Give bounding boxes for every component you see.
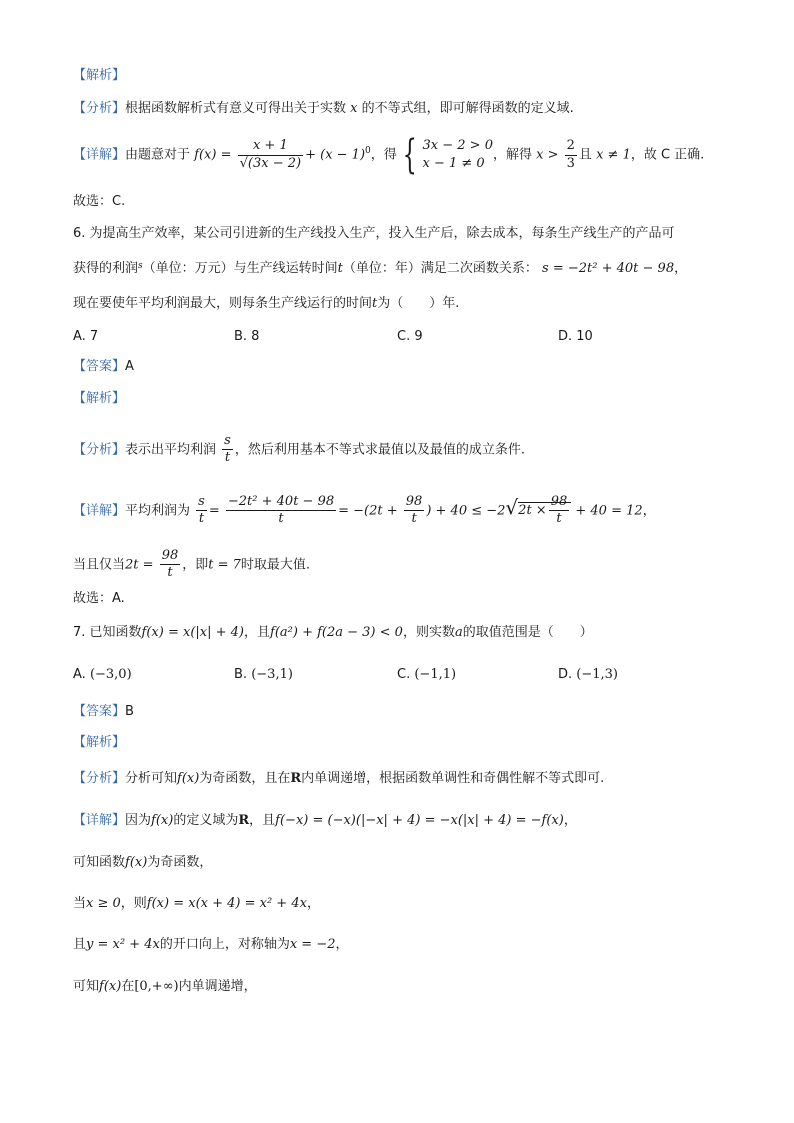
q6-cond-fraction: $\frac{98}{t}$: [161, 548, 179, 581]
q6-choice: 故选：A.: [73, 591, 125, 606]
q5-jiexi-heading: 【解析】: [73, 68, 126, 83]
q6-option-c: C. 9: [397, 329, 423, 344]
q6-option-a: A. 7: [73, 329, 99, 344]
q7-answer: 【答案】B: [73, 704, 134, 719]
q6-avg-profit-fraction: $\frac{s}{t}$: [224, 433, 231, 466]
q6-sqrt-content: 2t × $\frac{98}{t}$: [518, 502, 571, 518]
q6-answer: 【答案】A: [73, 359, 134, 374]
q6-frac-s-over-t: $\frac{s}{t}$: [198, 494, 205, 527]
q6-option-b: B. 8: [234, 329, 260, 344]
q5-inequality-system: 3x − 2 > 0 x − 1 ≠ 0: [422, 137, 493, 171]
q6-frac-98-over-t-root: $\frac{98}{t}$: [550, 494, 568, 527]
q6-analysis-line: 【分析】表示出平均利润 $\frac{s}{t}$ ，然后利用基本不等式求最值以及最值的成立条件.: [73, 433, 525, 466]
q6-stem-line3: 现在要使年平均利润最大，则每条生产线运行的时间t为（ ）年.: [73, 296, 460, 311]
q6-stem-line1: 6. 为提高生产效率，某公司引进新的生产线投入生产，投入生产后，除去成本，每条生产线生产的产品可: [73, 226, 675, 241]
system-brace: {: [402, 132, 417, 178]
q7-option-b: B. (−3,1): [234, 667, 293, 682]
q5-analysis-line: 【分析】根据函数解析式有意义可得出关于实数 x 的不等式组，即可解得函数的定义域.: [73, 101, 574, 116]
q7-option-c: C. (−1,1): [397, 667, 457, 682]
q7-stem: 7. 已知函数f(x) = x(|x| + 4)，且f(a²) + f(2a − 3) < 0，则实数a的取值范围是（ ）: [73, 625, 593, 640]
q7-jiexi-heading: 【解析】: [73, 735, 126, 750]
q5-solution-fraction: $\frac{2}{3}$: [566, 138, 575, 171]
q6-stem-line2: 获得的利润$^s$（单位：万元）与生产线运转时间t（单位：年）满足二次函数关系： s = −2t² + 40t − 98，: [73, 261, 688, 276]
q6-frac-98-over-t: $\frac{98}{t}$: [405, 494, 423, 527]
q7-odd-function-line: 可知函数f(x)为奇函数，: [73, 855, 213, 870]
q7-monotonic-line: 可知f(x)在[0,+∞)内单调递增，: [73, 979, 257, 994]
q7-parabola-line: 且y = x² + 4x的开口向上，对称轴为x = −2，: [73, 937, 349, 952]
sqrt-symbol: √: [505, 495, 519, 520]
q6-detail-line: 【详解】平均利润为 $\frac{s}{t}$ = $\frac{\text{−2t² + 40t − 98}}{t}$ = −(2t + $\frac{98}{t}$ ) + 40 ≤ −2√2t × $\frac{98}{t}$ + 40 = 12，: [73, 494, 656, 527]
q6-frac-expression: $\frac{\text{−2t² + 40t − 98}}{t}$: [227, 494, 335, 527]
q6-option-d: D. 10: [558, 329, 593, 344]
q6-condition-line: 当且仅当2t = $\frac{98}{t}$ ，即t = 7时取最大值.: [73, 548, 311, 581]
q5-fraction: $\frac{x + 1}{√(3x - 2)}$: [239, 138, 302, 171]
q6-profit-formula: s = −2t² + 40t − 98: [542, 261, 675, 276]
q5-detail-line: 【详解】由题意对于 f(x) = $\frac{x + 1}{√(3x - 2)}$ + $(x - 1)^0$，得 { 3x − 2 > 0 x − 1 ≠ 0 ，解得 x > $\frac{2}{3}$ 且 x ≠ 1，故 C 正确.: [73, 132, 705, 178]
q7-analysis-line: 【分析】分析可知f(x)为奇函数，且在R内单调递增，根据函数单调性和奇偶性解不等式即可.: [73, 771, 605, 786]
q7-option-d: D. (−1,3): [558, 667, 619, 682]
q6-jiexi-heading: 【解析】: [73, 391, 126, 406]
q7-case-line: 当x ≥ 0，则f(x) = x(x + 4) = x² + 4x，: [73, 896, 320, 911]
q5-choice: 故选：C.: [73, 194, 126, 209]
q7-detail-line: 【详解】因为f(x)的定义域为R，且f(−x) = (−x)(|−x| + 4) = −x(|x| + 4) = −f(x)，: [73, 813, 577, 828]
q7-option-a: A. (−3,0): [73, 667, 132, 682]
